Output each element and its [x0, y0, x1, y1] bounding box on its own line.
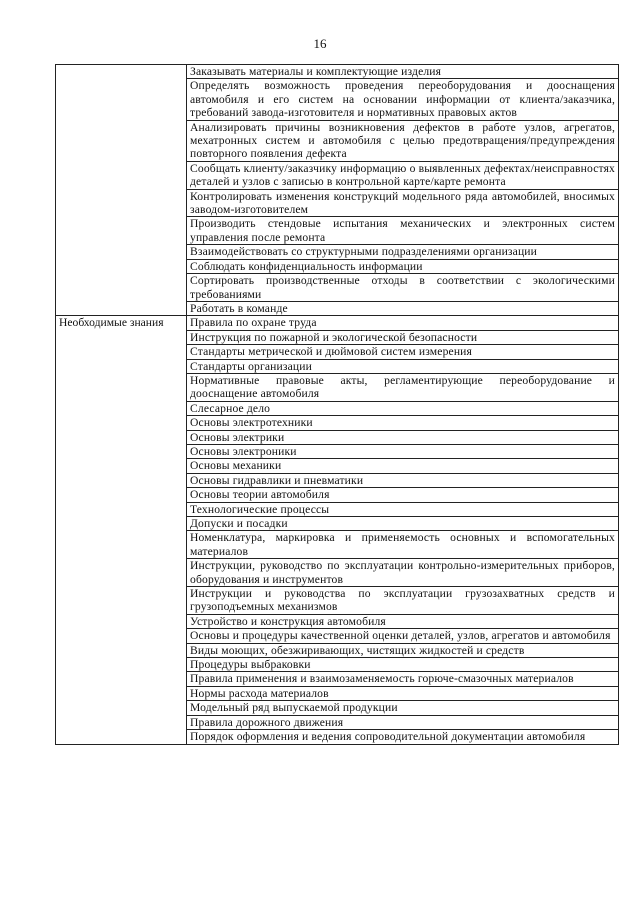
- table-row: [56, 65, 619, 79]
- table-cell-item: Нормативные правовые акты, регламентирующие переоборудование и дооснащение автомобиля: [187, 373, 619, 401]
- table-cell-item: Заказывать материалы и комплектующие изделия: [187, 65, 619, 79]
- table-cell-item: Соблюдать конфиденциальность информации: [187, 259, 619, 273]
- skills-continuation-label: [56, 65, 187, 316]
- table-cell-item: Сортировать производственные отходы в соответствии с экологическими требованиями: [187, 274, 619, 302]
- table-cell-item: Основы теории автомобиля: [187, 488, 619, 502]
- requirements-table-body: [56, 65, 619, 745]
- table-cell-item: Основы электротехники: [187, 416, 619, 430]
- table-cell-item: Анализировать причины возникновения дефектов в работе узлов, агрегатов, мехатронных систем и автомобиля с целью предотвращения/предупреждения повторного появления дефекта: [187, 120, 619, 161]
- table-cell-item: Сообщать клиенту/заказчику информацию о выявленных дефектах/неисправностях деталей и узлов с записью в контрольной карте/карте ремонта: [187, 161, 619, 189]
- requirements-table: [55, 64, 619, 745]
- table-cell-item: Правила по охране труда: [187, 316, 619, 330]
- table-cell-item: Основы электрики: [187, 430, 619, 444]
- page-number: 16: [313, 36, 327, 51]
- table-cell-item: Стандарты организации: [187, 359, 619, 373]
- table-cell-item: Порядок оформления и ведения сопроводительной документации автомобиля: [187, 730, 619, 744]
- table-cell-item: Процедуры выбраковки: [187, 658, 619, 672]
- table-cell-item: Основы гидравлики и пневматики: [187, 473, 619, 487]
- table-cell-item: Правила применения и взаимозаменяемость горюче-смазочных материалов: [187, 672, 619, 686]
- table-cell-item: Слесарное дело: [187, 401, 619, 415]
- table-cell-item: Модельный ряд выпускаемой продукции: [187, 701, 619, 715]
- table-row: [56, 316, 619, 330]
- table-cell-item: Допуски и посадки: [187, 517, 619, 531]
- table-cell-item: Основы и процедуры качественной оценки деталей, узлов, агрегатов и автомобиля: [187, 629, 619, 643]
- table-cell-item: Основы механики: [187, 459, 619, 473]
- table-cell-item: Инструкция по пожарной и экологической безопасности: [187, 330, 619, 344]
- table-cell-item: Инструкции, руководство по эксплуатации контрольно-измерительных приборов, оборудования и инструментов: [187, 559, 619, 587]
- table-cell-item: Взаимодействовать со структурными подразделениями организации: [187, 245, 619, 259]
- table-cell-item: Виды моющих, обезжиривающих, чистящих жидкостей и средств: [187, 643, 619, 657]
- table-cell-item: Производить стендовые испытания механических и электронных систем управления после ремонта: [187, 217, 619, 245]
- required-knowledge-label: Необходимые знания: [56, 316, 187, 744]
- table-cell-item: Работать в команде: [187, 301, 619, 315]
- table-cell-item: Определять возможность проведения переоборудования и дооснащения автомобиля и его систем на основании информации от клиента/заказчика, требований завода-изготовителя и нормативных правовых актов: [187, 79, 619, 120]
- table-cell-item: Контролировать изменения конструкций модельного ряда автомобилей, вносимых заводом-изготовителем: [187, 189, 619, 217]
- table-cell-item: Инструкции и руководства по эксплуатации грузозахватных средств и грузоподъемных механизмов: [187, 587, 619, 615]
- table-cell-item: Нормы расхода материалов: [187, 686, 619, 700]
- table-cell-item: Технологические процессы: [187, 502, 619, 516]
- table-cell-item: Устройство и конструкция автомобиля: [187, 614, 619, 628]
- table-cell-item: Основы электроники: [187, 444, 619, 458]
- table-cell-item: Стандарты метрической и дюймовой систем измерения: [187, 345, 619, 359]
- table-cell-item: Номенклатура, маркировка и применяемость основных и вспомогательных материалов: [187, 531, 619, 559]
- table-cell-item: Правила дорожного движения: [187, 715, 619, 729]
